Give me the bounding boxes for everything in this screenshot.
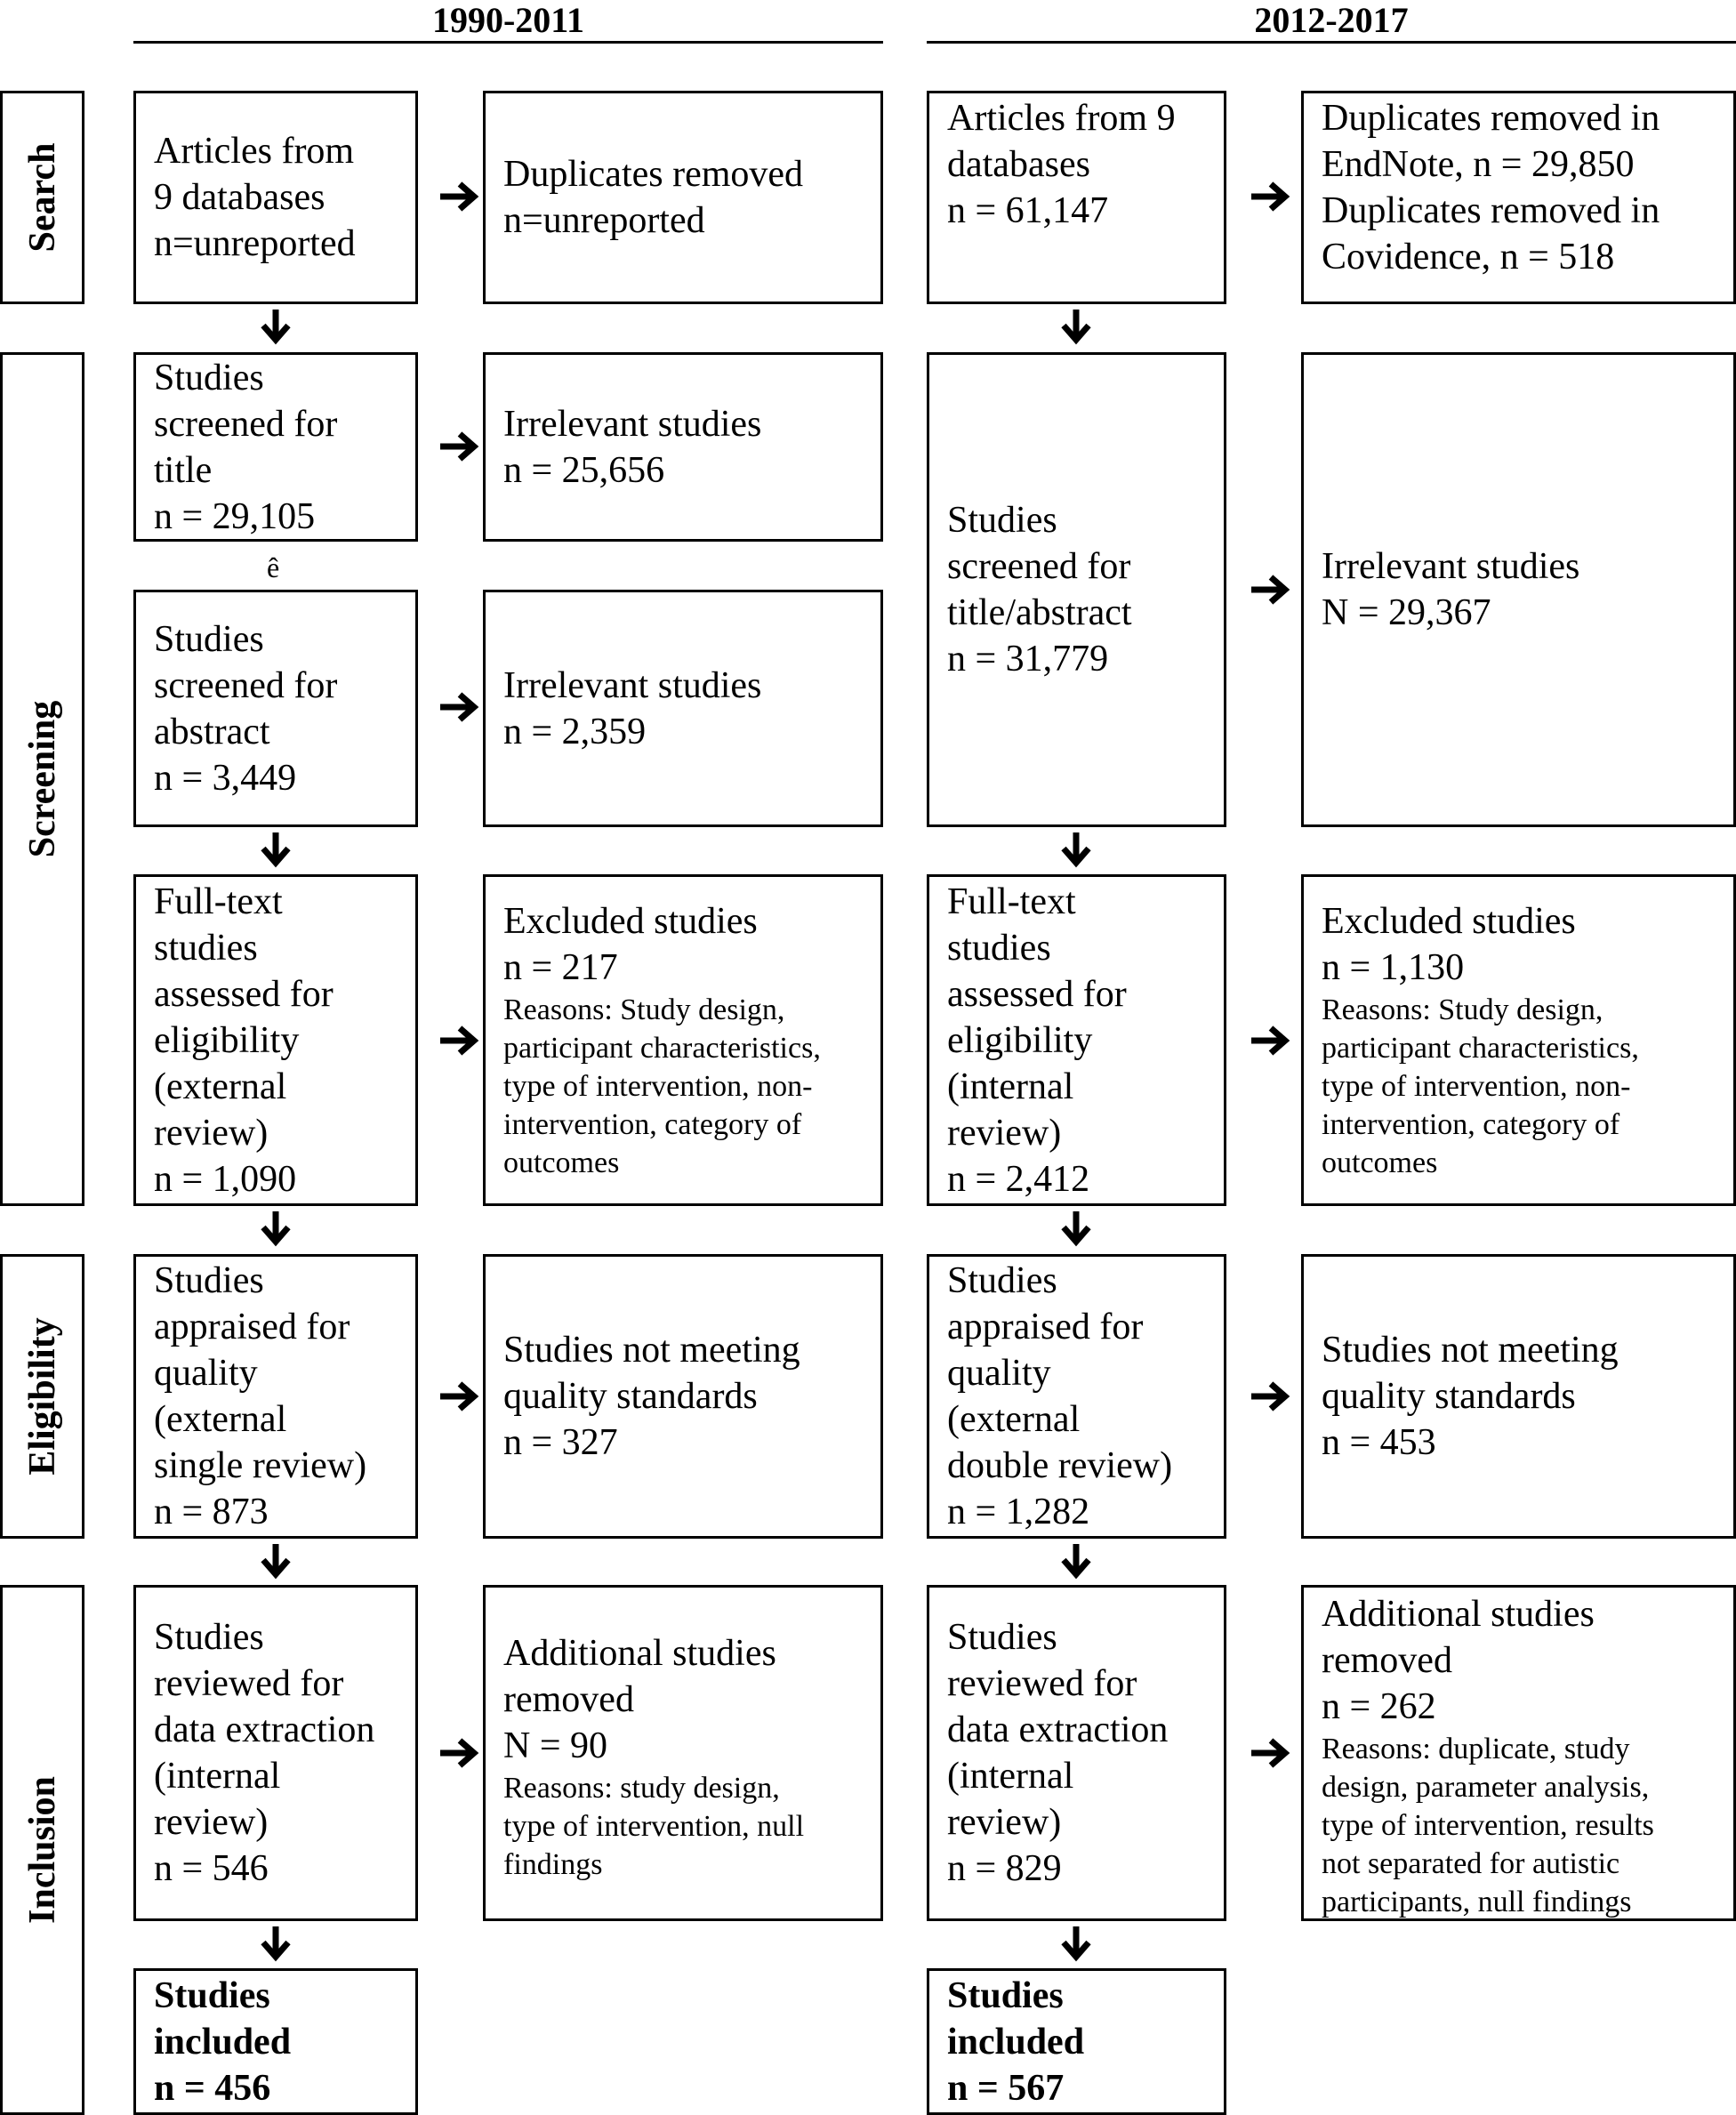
text-line: (internal [154, 1756, 281, 1797]
text-line: eligibility [947, 1019, 1093, 1061]
arrow-glyph [438, 1023, 478, 1058]
text-line: n = 3,449 [154, 757, 297, 799]
text-line: Additional studies [503, 1633, 776, 1674]
text-line: n = 262 [1322, 1686, 1436, 1727]
text-line: Duplicates removed in [1322, 190, 1660, 231]
arrow-glyph [438, 429, 478, 464]
text-line: Reasons: Study design, [1322, 993, 1603, 1026]
text-line: n = 327 [503, 1422, 618, 1463]
text-line: Studies [154, 618, 264, 660]
text-line: n = 873 [154, 1492, 269, 1532]
text-line: (external [154, 1399, 287, 1440]
arrow-glyph [1250, 572, 1289, 607]
left-additional-removed-box [483, 1585, 883, 1921]
text-line: quality [154, 1353, 258, 1394]
left-abstract-screen-box [133, 590, 418, 827]
arrow-glyph [258, 831, 293, 866]
text-line: review) [947, 1112, 1062, 1154]
right-title-abstract-box [927, 352, 1226, 827]
arrow-glyph [438, 1379, 478, 1414]
text-line: n=unreported [154, 223, 356, 264]
text-line: screened for [154, 403, 338, 445]
text-line: type of intervention, results [1322, 1809, 1654, 1842]
left-duplicates-box [483, 91, 883, 304]
text-line: n = 567 [947, 2067, 1065, 2109]
right-quality-box [927, 1254, 1226, 1539]
text-line: (external [947, 1399, 1081, 1440]
text-line: Studies [154, 357, 264, 398]
text-line: intervention, category of [503, 1108, 802, 1141]
text-line: n=unreported [503, 200, 705, 241]
text-line: type of intervention, null [503, 1810, 805, 1843]
text-line: participants, null findings [1322, 1886, 1632, 1918]
text-line: N = 29,367 [1322, 592, 1491, 633]
text-line: n = 1,130 [1322, 947, 1465, 988]
arrow-glyph [438, 689, 478, 725]
text-line: removed [503, 1679, 634, 1720]
text-line: type of intervention, non- [503, 1070, 813, 1103]
text-line: assessed for [947, 973, 1127, 1015]
text-line: assessed for [154, 973, 334, 1015]
arrow-glyph [258, 308, 293, 343]
text-line: screened for [947, 546, 1131, 587]
text-line: n = 31,779 [947, 639, 1109, 680]
text-line: type of intervention, non- [1322, 1070, 1631, 1103]
text-line: review) [154, 1112, 269, 1154]
text-line: included [947, 2021, 1085, 2063]
text-line: (internal [947, 1066, 1074, 1107]
right-search-box [927, 91, 1226, 304]
text-line: single review) [154, 1445, 367, 1486]
right-irrelevant-box [1301, 352, 1736, 827]
arrow-glyph [1058, 1925, 1094, 1960]
text-line: n = 1,282 [947, 1492, 1090, 1532]
text-line: 9 databases [154, 177, 326, 218]
text-line: Duplicates removed [503, 154, 804, 195]
left-title-irrelevant-box [483, 352, 883, 542]
left-fulltext-box [133, 874, 418, 1206]
text-line: Studies not meeting [1322, 1330, 1619, 1371]
left-not-meeting-box [483, 1254, 883, 1539]
text-line: (external [154, 1066, 287, 1107]
text-line: quality [947, 1353, 1051, 1394]
header-2012-2017: 2012-2017 [1254, 0, 1409, 40]
arrow-glyph [1058, 1542, 1094, 1578]
text-line: n = 61,147 [947, 190, 1109, 231]
arrow-glyph [1058, 1210, 1094, 1245]
stage-eligibility: Eligibility [0, 1254, 84, 1539]
left-quality-box [133, 1254, 418, 1539]
text-line: reviewed for [154, 1663, 344, 1704]
text-line: Excluded studies [503, 901, 758, 942]
text-line: reviewed for [947, 1663, 1137, 1704]
right-not-meeting-box [1301, 1254, 1736, 1539]
text-line: n = 2,359 [503, 711, 647, 752]
text-line: quality standards [503, 1376, 758, 1417]
text-line: screened for [154, 664, 338, 706]
text-line: (internal [947, 1756, 1074, 1797]
right-additional-removed-box [1301, 1585, 1736, 1921]
arrow-glyph [438, 1735, 478, 1771]
text-line: Reasons: duplicate, study [1322, 1733, 1630, 1765]
text-line: studies [947, 927, 1051, 969]
left-included-box [133, 1968, 418, 2115]
arrow-glyph [1058, 831, 1094, 866]
right-included-box [927, 1968, 1226, 2115]
text-line: Reasons: study design, [503, 1772, 780, 1805]
text-line: n = 25,656 [503, 449, 665, 491]
text-line: n = 546 [154, 1848, 269, 1889]
text-line: not separated for autistic [1322, 1847, 1620, 1880]
text-line: Covidence, n = 518 [1322, 237, 1615, 277]
text-line: review) [154, 1802, 269, 1843]
text-line: data extraction [154, 1709, 375, 1750]
text-line: n = 217 [503, 947, 618, 988]
text-line: Articles from 9 [947, 98, 1176, 139]
text-line: included [154, 2021, 292, 2063]
text-line: n = 829 [947, 1848, 1062, 1889]
text-line: findings [503, 1848, 603, 1881]
stage-search: Search [0, 91, 84, 304]
text-line: title [154, 449, 213, 491]
right-fulltext-box [927, 874, 1226, 1206]
text-line: Studies [154, 1974, 270, 2016]
text-line: n = 2,412 [947, 1158, 1090, 1200]
text-line: n = 1,090 [154, 1158, 297, 1200]
text-line: appraised for [947, 1307, 1144, 1347]
text-line: N = 90 [503, 1725, 608, 1766]
text-line: Irrelevant studies [503, 403, 762, 445]
arrow-glyph [1250, 1023, 1289, 1058]
text-line: data extraction [947, 1709, 1169, 1750]
text-line: Studies [947, 1974, 1064, 2016]
text-line: studies [154, 927, 258, 969]
left-title-screen-box [133, 352, 418, 542]
text-line: Irrelevant studies [1322, 546, 1580, 587]
text-line: Full-text [154, 881, 283, 922]
left-search-box [133, 91, 418, 304]
text-line: Articles from [154, 131, 355, 172]
header-rule-right [927, 41, 1736, 44]
stage-screening: Screening [0, 352, 84, 1206]
arrow-glyph [438, 179, 478, 214]
text-line: double review) [947, 1445, 1173, 1486]
text-line: Studies [154, 1260, 264, 1301]
arrow-glyph [258, 1925, 293, 1960]
text-line: Studies [947, 500, 1057, 541]
text-line: Studies [154, 1617, 264, 1658]
left-title-connector: ê [267, 551, 280, 583]
left-extraction-box [133, 1585, 418, 1921]
text-line: title/abstract [947, 592, 1132, 633]
arrow-glyph [1058, 308, 1094, 343]
stage-inclusion: Inclusion [0, 1585, 84, 2115]
text-line: EndNote, n = 29,850 [1322, 144, 1635, 185]
text-line: Studies [947, 1617, 1057, 1658]
text-line: Duplicates removed in [1322, 98, 1660, 139]
text-line: participant characteristics, [503, 1032, 821, 1065]
arrow-glyph [258, 1210, 293, 1245]
text-line: removed [1322, 1640, 1452, 1681]
text-line: outcomes [1322, 1146, 1438, 1179]
text-line: review) [947, 1802, 1062, 1843]
arrow-glyph [1250, 1379, 1289, 1414]
text-line: Studies [947, 1260, 1057, 1301]
text-line: n = 29,105 [154, 495, 316, 537]
text-line: quality standards [1322, 1376, 1576, 1417]
header-1990-2011: 1990-2011 [431, 0, 585, 40]
text-line: databases [947, 144, 1090, 185]
arrow-glyph [258, 1542, 293, 1578]
text-line: abstract [154, 711, 270, 752]
text-line: Studies not meeting [503, 1330, 800, 1371]
text-line: eligibility [154, 1019, 300, 1061]
left-excluded-box [483, 874, 883, 1206]
text-line: Irrelevant studies [503, 664, 762, 706]
text-line: n = 453 [1322, 1422, 1436, 1463]
header-rule-left [133, 41, 883, 44]
right-extraction-box [927, 1585, 1226, 1921]
text-line: design, parameter analysis, [1322, 1771, 1650, 1804]
right-duplicates-box [1301, 91, 1736, 304]
text-line: outcomes [503, 1146, 620, 1179]
text-line: n = 456 [154, 2067, 271, 2109]
arrow-glyph [1250, 1735, 1289, 1771]
arrow-glyph [1250, 179, 1289, 214]
text-line: participant characteristics, [1322, 1032, 1639, 1065]
text-line: intervention, category of [1322, 1108, 1620, 1141]
text-line: Reasons: Study design, [503, 993, 785, 1026]
left-abstract-irrelevant-box [483, 590, 883, 827]
text-line: Excluded studies [1322, 901, 1576, 942]
text-line: Full-text [947, 881, 1076, 922]
text-line: appraised for [154, 1307, 350, 1347]
text-line: Additional studies [1322, 1594, 1595, 1635]
right-excluded-box [1301, 874, 1736, 1206]
